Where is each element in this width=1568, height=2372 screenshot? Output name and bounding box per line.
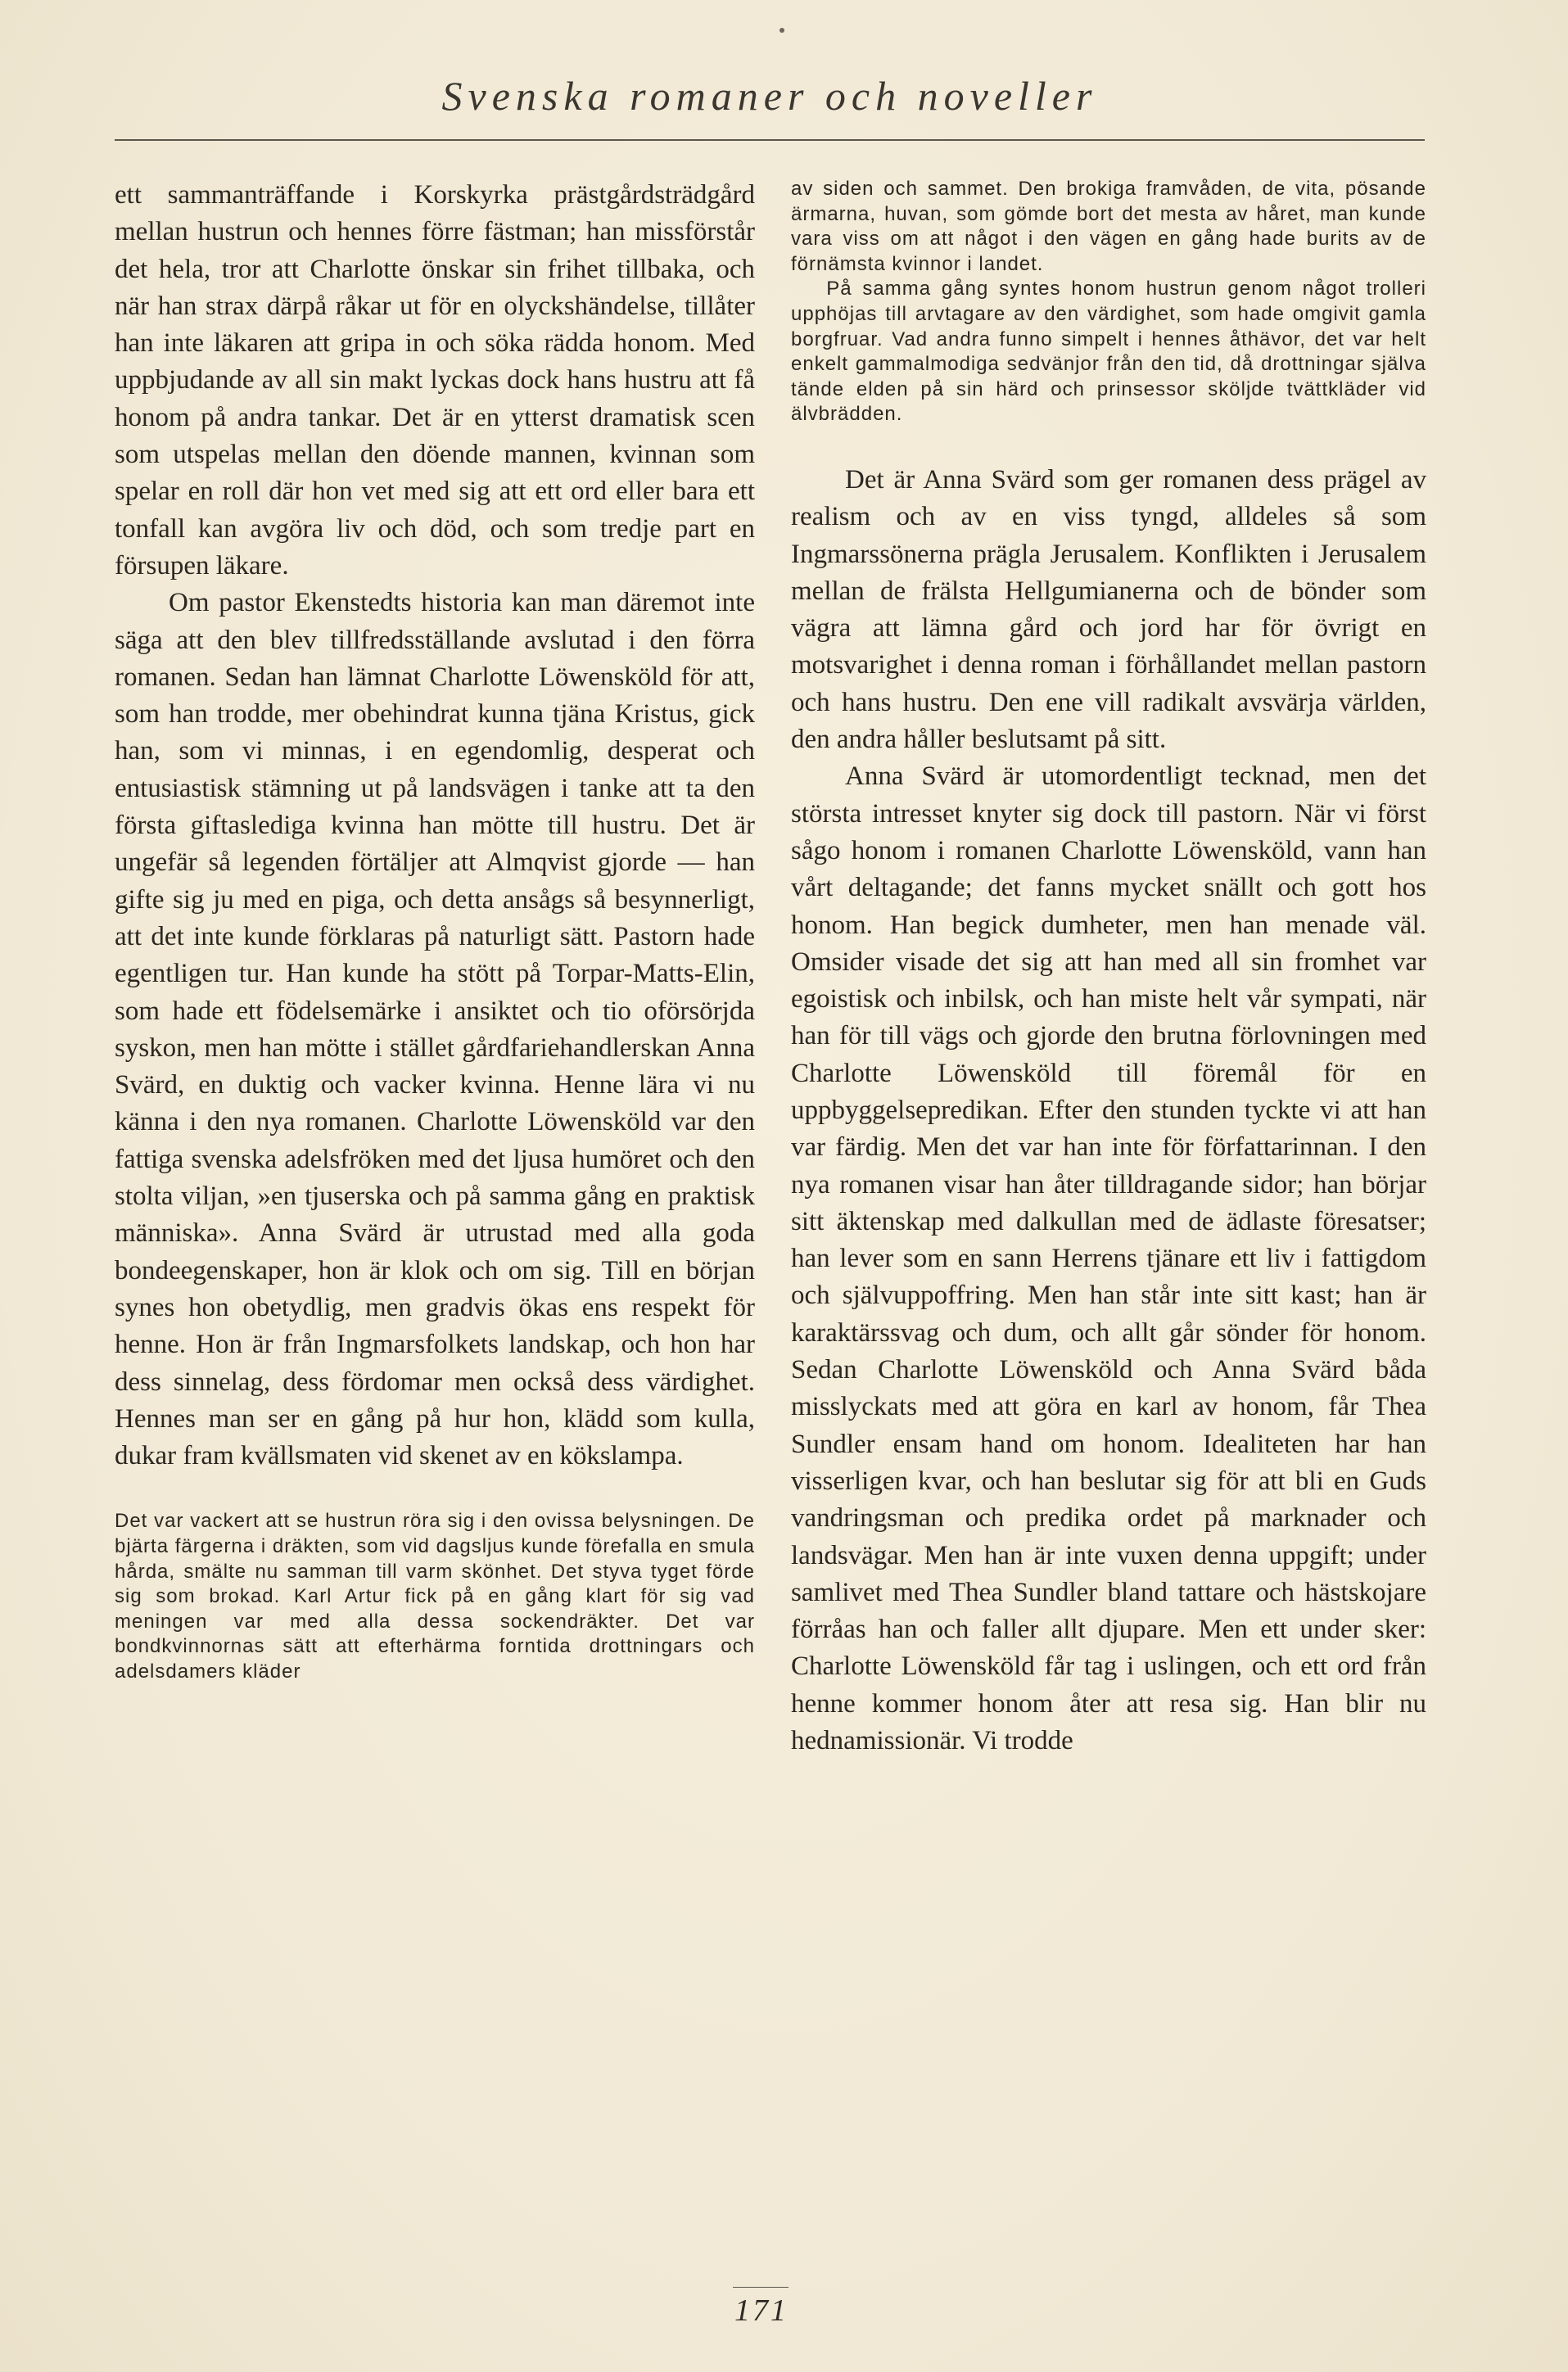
page-number: 171	[734, 2293, 789, 2328]
running-header: Svenska romaner och noveller	[441, 73, 1098, 119]
quote-paragraph: Det var vackert att se hustrun röra sig i den ovissa belysningen. De bjärta färgerna i dräkten, som vid dagsljus kunde förefalla en smula hårda, smälte nu samman till varm skönhet. Det styva tyget förde sig som brokad. Karl Artur fick på en gång klart för sig vad meningen var med alla dessa sockendräkter. Det var bondkvinnornas sätt att efterhärma forntida drottningars och adelsdamers kläder	[115, 1510, 755, 1683]
body-paragraph: Om pastor Ekenstedts historia kan man däremot inte säga att den blev tillfredsställande avslutad i den förra romanen. Sedan han lämnat Charlotte Löwensköld för att, som han trodde, mer obehindrat kunna tjäna Kristus, gick han, som vi minnas, i en egendomlig, desperat och entusiastisk stämning ut på landsvägen i tanke att ta den första giftaslediga kvinna han mötte till hustru. Det är ungefär så legenden förtäljer att Almqvist gjorde — han gifte sig ju med en piga, och detta ansågs så besynnerligt, att det inte kunde förklaras på naturligt sätt. Pastorn hade egentligen tur. Han kunde ha stött på Torpar-Matts-Elin, som hade ett födelsemärke i ansiktet och tio oförsörjda syskon, men han mötte i stället gårdfariehandlerskan Anna Svärd, en duktig och vacker kvinna. Henne lära vi nu känna i den nya romanen. Charlotte Löwensköld var den fattiga svenska adelsfröken med det ljusa humöret och den stolta viljan, »en tjuserska och på samma gång en praktisk människa». Anna Svärd är utrustad med alla goda bondeegenskaper, hon är klok och om sig. Till en början synes hon obetydlig, men gradvis ökas ens respekt för henne. Hon är från Ingmarsfolkets landskap, och hon har dess sinnelag, dess fördomar men också dess värdighet. Hennes man ser en gång på hur hon, klädd som kulla, dukar fram kvällsmaten vid skenet av en kökslampa.	[115, 588, 755, 1471]
body-block	[791, 462, 1426, 1760]
footer-rule	[733, 2287, 789, 2288]
quote-paragraph: av siden och sammet. Den brokiga framvåden, de vita, pösande ärmarna, huvan, som gömde bort det mesta av håret, man kunde vara viss om att något i den vägen en gång hade burits av de förnämsta kvinnor i landet.	[791, 178, 1426, 275]
left-column	[115, 177, 755, 1685]
quote-block	[791, 177, 1426, 427]
header-rule	[115, 139, 1425, 141]
ink-dot	[779, 28, 784, 33]
body-paragraph: Det är Anna Svärd som ger romanen dess prägel av realism och av en viss tyngd, alldeles så som Ingmarssönerna prägla Jerusalem. Konflikten i Jerusalem mellan de frälsta Hellgumianerna och de bönder som vägra att lämna gård och jord har för övrigt en motsvarighet i denna roman i förhållandet mellan pastorn och hans hustru. Den ene vill radikalt avsvärja världen, den andra håller beslutsamt på sitt.	[791, 464, 1426, 755]
quote-paragraph: På samma gång syntes honom hustrun genom något trolleri upphöjas till arvtagare av den värdighet, som hade omgivit gamla borgfruar. Vad andra funno simpelt i hennes åthävor, det var helt enkelt gammalmodiga sedvänjor från den tid, då drottningar själva tände elden på sin härd och prinsessor sköljde tvättkläder vid älvbrädden.	[791, 278, 1426, 426]
body-paragraph: ett sammanträffande i Korskyrka prästgårdsträdgård mellan hustrun och hennes förre fästman; han missförstår det hela, tror att Charlotte önskar sin frihet tillbaka, och när han strax därpå råkar ut för en olyckshändelse, tillåter han inte läkaren att gripa in och söka rädda honom. Med uppbjudande av all sin makt lyckas dock hans hustru att få honom på andra tankar. Det är en ytterst dramatisk scen som utspelas mellan den döende mannen, kvinnan som spelar en roll där hon vet med sig att ett ord eller bara ett tonfall kan avgöra liv och död, och som tredje part en försupen läkare.	[115, 180, 755, 581]
right-column	[791, 177, 1426, 1760]
body-paragraph: Anna Svärd är utomordentligt tecknad, men det största intresset knyter sig dock till pastorn. När vi först sågo honom i romanen Charlotte Löwensköld, vann han vårt deltagande; det fanns mycket snällt och gott hos honom. Han begick dumheter, men han menade väl. Omsider visade det sig att han med all sin fromhet var egoistisk och inbilsk, och han miste helt vår sympati, när han för till vägs och gjorde den brutna förlovningen med Charlotte Löwensköld till föremål för en uppbyggelsepredikan. Efter den stunden tyckte vi att han var färdig. Men det var han inte för författarinnan. I den nya romanen visar han åter tilldragande sidor; han börjar sitt äktenskap med dalkullan med de ädlaste föresatser; han lever som en sann Herrens tjänare ett liv i fattigdom och självuppoffring. Men han står inte sitt kast; han är karaktärssvag och dum, och allt går sönder för honom. Sedan Charlotte Löwensköld och Anna Svärd båda misslyckats med att göra en karl av honom, får Thea Sundler ensam hand om honom. Idealiteten har han visserligen kvar, och han beslutar sig för att bli en Guds vandringsman och predika ordet på marknader och landsvägar. Men han är inte vuxen denna uppgift; under samlivet med Thea Sundler bland tattare och hästskojare förråas han och faller allt djupare. Men ett under sker: Charlotte Löwensköld får tag i uslingen, och ett ord från henne kommer honom åter att resa sig. Han blir nu hednamissionär. Vi trodde	[791, 761, 1426, 1756]
quote-block	[115, 1509, 755, 1684]
